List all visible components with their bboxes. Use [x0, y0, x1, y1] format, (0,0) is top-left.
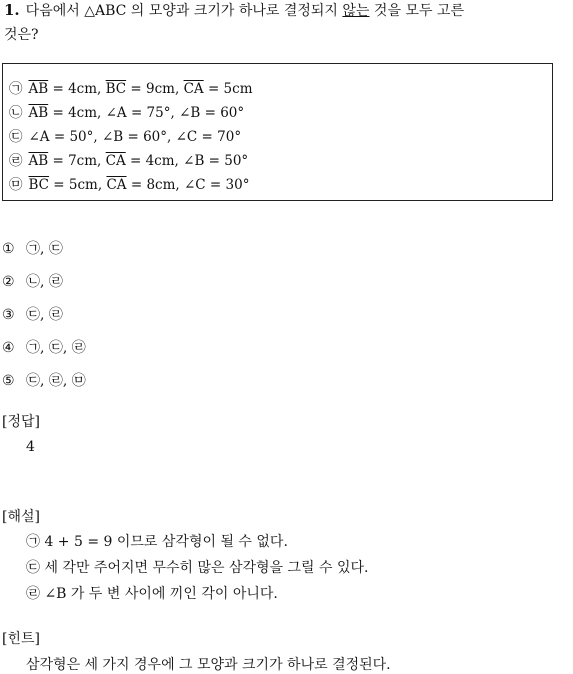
condition-marker: ㉠ [9, 81, 23, 97]
condition-item [9, 173, 249, 193]
condition-text: = 7cm, [48, 153, 106, 169]
condition-item [9, 125, 241, 145]
condition-item [9, 149, 248, 169]
explanation-line: ㉢ 세 각만 주어지면 무수히 많은 삼각형을 그릴 수 있다. [26, 560, 369, 576]
condition-marker: ㉣ [9, 153, 23, 169]
condition-text: ∠A = 50°, ∠B = 60°, ∠C = 70° [28, 129, 242, 145]
segment-name: $\overline{BC}$ [28, 177, 50, 193]
answer-option[interactable] [2, 238, 63, 258]
condition-text: = 5cm [203, 81, 253, 97]
answer-option[interactable] [2, 337, 86, 357]
option-text: ㉡, ㉣ [26, 274, 63, 290]
condition-text: = 5cm, [49, 177, 107, 193]
segment-name: $\overline{AB}$ [28, 153, 49, 169]
condition-text: = 4cm, ∠B = 50° [125, 153, 249, 169]
explanation-line: ㉣ ∠B 가 두 변 사이에 끼인 각이 아니다. [26, 586, 278, 602]
condition-text: = 9cm, [126, 81, 184, 97]
segment-name: $\overline{CA}$ [105, 153, 126, 169]
segment-name: $\overline{CA}$ [183, 81, 204, 97]
segment-name: $\overline{BC}$ [105, 81, 127, 97]
condition-marker: ㉡ [9, 105, 23, 121]
question-line-1 [4, 0, 464, 20]
answer-label: [정답] [2, 414, 40, 430]
answer-option[interactable] [2, 271, 63, 291]
hint-label: [힌트] [2, 631, 40, 647]
condition-marker: ㉢ [9, 129, 23, 145]
condition-marker: ㉤ [9, 177, 23, 193]
condition-text: = 4cm, ∠A = 75°, ∠B = 60° [48, 105, 245, 121]
option-text: ㉠, ㉢ [26, 241, 63, 257]
condition-item [9, 101, 244, 121]
answer-option[interactable] [2, 304, 63, 324]
explanation-line: ㉠ 4 + 5 = 9 이므로 삼각형이 될 수 없다. [26, 534, 288, 550]
segment-name: $\overline{AB}$ [28, 81, 49, 97]
option-number: ① [2, 241, 15, 257]
hint-text: 삼각형은 세 가지 경우에 그 모양과 크기가 하나로 결정된다. [26, 657, 391, 673]
conditions-box [2, 63, 553, 201]
condition-item [9, 77, 253, 97]
condition-text: = 4cm, [48, 81, 106, 97]
option-text: ㉠, ㉢, ㉣ [26, 340, 86, 356]
question-text-end: 것을 모두 고른 [369, 3, 464, 19]
question-line-2: 것은? [4, 27, 39, 43]
option-number: ② [2, 274, 15, 290]
option-text: ㉢, ㉣, ㉤ [26, 373, 86, 389]
question-number: 1. [4, 1, 20, 19]
answer-value: 4 [26, 439, 35, 455]
option-number: ⑤ [2, 373, 15, 389]
explanation-label: [해설] [2, 509, 40, 525]
option-text: ㉢, ㉣ [26, 307, 63, 323]
option-number: ④ [2, 340, 15, 356]
question-text-start: 다음에서 △ABC 의 모양과 크기가 하나로 결정되지 [25, 3, 343, 19]
segment-name: $\overline{CA}$ [106, 177, 127, 193]
condition-text: = 8cm, ∠C = 30° [126, 177, 250, 193]
segment-name: $\overline{AB}$ [28, 105, 49, 121]
question-underlined-word: 않는 [342, 3, 370, 19]
answer-option[interactable] [2, 370, 86, 390]
option-number: ③ [2, 307, 15, 323]
